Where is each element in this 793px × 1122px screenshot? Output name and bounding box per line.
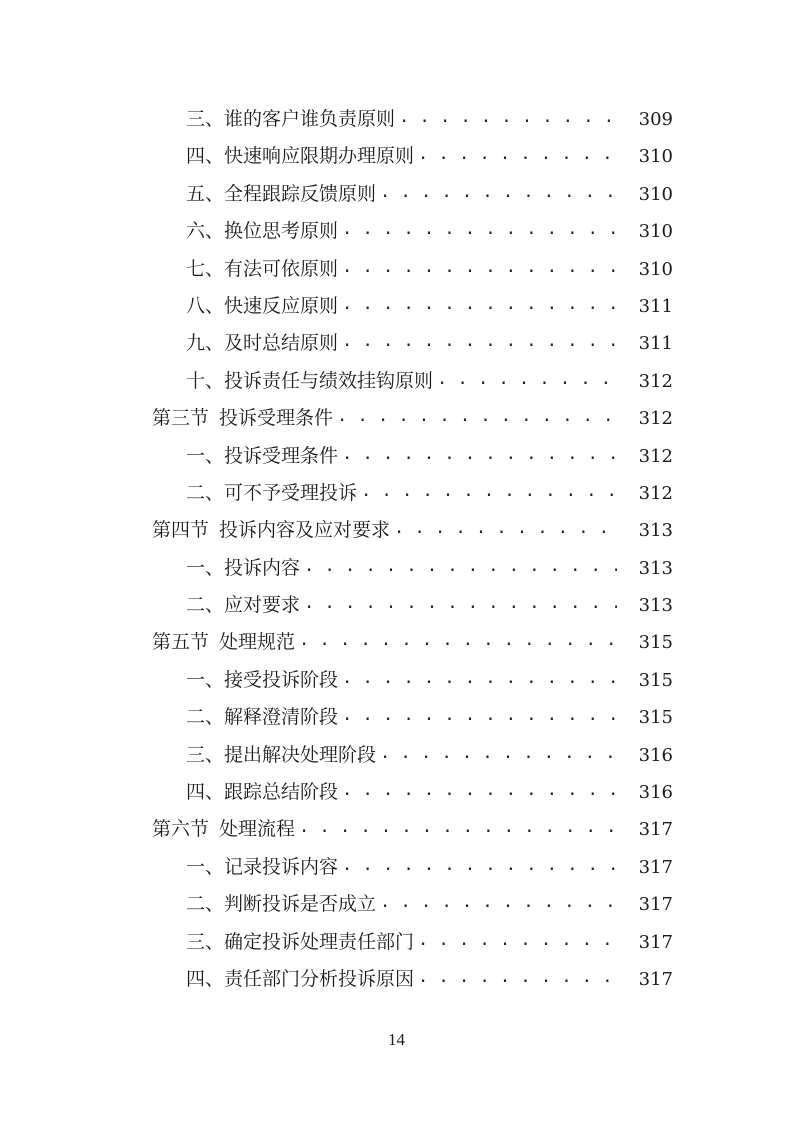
- toc-entry-number: 第六节: [152, 818, 210, 841]
- toc-entry-number: 五、: [186, 182, 225, 205]
- toc-entry-title: [186, 438, 342, 475]
- toc-entry-number: 一、: [186, 668, 225, 691]
- toc-entry-number: 一、: [186, 444, 225, 467]
- dot-leader: [337, 398, 617, 435]
- toc-page-number: 310: [617, 176, 673, 213]
- toc-page-number: 313: [617, 587, 673, 624]
- toc-item-row[interactable]: [0, 438, 793, 475]
- toc-page-number: 311: [617, 288, 673, 325]
- toc-entry-text: 投诉受理条件: [224, 444, 339, 467]
- dot-leader: [342, 660, 617, 697]
- toc-entry-title: [186, 325, 342, 362]
- toc-entry-text: 投诉内容及应对要求: [219, 519, 391, 542]
- toc-entry-title: [186, 213, 342, 250]
- toc-page-number: 316: [617, 774, 673, 811]
- toc-entry-number: 四、: [186, 781, 225, 804]
- dot-leader: [342, 772, 617, 809]
- toc-entry-text: 投诉责任与绩效挂钩原则: [224, 369, 434, 392]
- toc-page-number: 310: [617, 138, 673, 175]
- toc-entry-number: 九、: [186, 332, 225, 355]
- toc-item-row[interactable]: [0, 924, 793, 961]
- toc-entry-number: 第四节: [152, 519, 210, 542]
- toc-entry-number: 三、: [186, 108, 225, 130]
- toc-page-number: 312: [617, 400, 673, 437]
- toc-entry-title: [152, 624, 299, 661]
- toc-entry-title: [186, 288, 342, 325]
- toc-page-number: 317: [617, 924, 673, 961]
- toc-item-row[interactable]: [0, 961, 793, 998]
- toc-section-row[interactable]: [0, 811, 793, 848]
- toc-entry-title: [186, 961, 418, 998]
- dot-leader: [437, 361, 617, 398]
- toc-entry-title: [186, 587, 304, 624]
- toc-entry-title: [152, 811, 299, 848]
- toc-section-row[interactable]: [0, 624, 793, 661]
- toc-entry-title: [186, 475, 361, 512]
- toc-page-number: 312: [617, 475, 673, 512]
- dot-leader: [394, 510, 617, 547]
- table-of-contents: [0, 101, 793, 998]
- dot-leader: [399, 99, 617, 136]
- toc-item-row[interactable]: [0, 774, 793, 811]
- toc-entry-number: 四、: [186, 967, 225, 990]
- toc-item-row[interactable]: [0, 699, 793, 736]
- toc-entry-title: [186, 363, 437, 400]
- dot-leader: [342, 323, 617, 360]
- toc-page-number: 311: [617, 325, 673, 362]
- toc-entry-number: 一、: [186, 556, 225, 579]
- toc-entry-number: 八、: [186, 294, 225, 317]
- toc-entry-text: 全程跟踪反馈原则: [224, 182, 377, 205]
- toc-page-number: 317: [617, 811, 673, 848]
- toc-item-row[interactable]: [0, 886, 793, 923]
- toc-entry-text: 跟踪总结阶段: [224, 781, 339, 804]
- toc-item-row[interactable]: [0, 363, 793, 400]
- dot-leader: [418, 959, 617, 996]
- toc-entry-text: 及时总结原则: [224, 332, 339, 355]
- toc-entry-number: 三、: [186, 743, 225, 766]
- dot-leader: [380, 174, 617, 211]
- dot-leader: [304, 585, 617, 622]
- toc-entry-text: 处理规范: [219, 631, 296, 654]
- toc-entry-text: 确定投诉处理责任部门: [224, 930, 415, 953]
- toc-entry-number: 七、: [186, 257, 225, 280]
- toc-page-number: 315: [617, 624, 673, 661]
- toc-item-row[interactable]: [0, 325, 793, 362]
- toc-page-number: 310: [617, 251, 673, 288]
- toc-entry-text: 判断投诉是否成立: [224, 893, 377, 916]
- toc-entry-number: 二、: [186, 893, 225, 916]
- toc-entry-title: [152, 400, 337, 437]
- toc-page-number: 317: [617, 886, 673, 923]
- toc-page-number: 315: [617, 662, 673, 699]
- toc-entry-text: 换位思考原则: [224, 220, 339, 243]
- toc-item-row[interactable]: [0, 737, 793, 774]
- toc-entry-number: 第五节: [152, 631, 210, 654]
- toc-entry-title: [186, 176, 380, 213]
- toc-page-number: 315: [617, 699, 673, 736]
- toc-entry-text: 快速反应原则: [224, 294, 339, 317]
- toc-entry-text: 投诉受理条件: [219, 407, 334, 430]
- toc-item-row[interactable]: [0, 176, 793, 213]
- dot-leader: [380, 735, 617, 772]
- toc-entry-text: 处理流程: [219, 818, 296, 841]
- dot-leader: [342, 211, 617, 248]
- toc-page-number: 313: [617, 550, 673, 587]
- toc-page-number: 317: [617, 849, 673, 886]
- toc-entry-number: 二、: [186, 594, 225, 617]
- toc-item-row[interactable]: [0, 587, 793, 624]
- dot-leader: [342, 436, 617, 473]
- toc-entry-text: 可不予受理投诉: [224, 481, 358, 504]
- toc-entry-title: [186, 138, 418, 175]
- toc-entry-text: 投诉内容: [224, 556, 301, 579]
- dot-leader: [342, 249, 617, 286]
- dot-leader: [342, 847, 617, 884]
- dot-leader: [361, 473, 617, 510]
- toc-entry-number: 四、: [186, 145, 225, 168]
- toc-page-number: 312: [617, 438, 673, 475]
- toc-entry-title: [186, 101, 399, 138]
- toc-entry-text: 有法可依原则: [224, 257, 339, 280]
- dot-leader: [418, 922, 617, 959]
- toc-page-number: 309: [617, 101, 673, 138]
- dot-leader: [299, 622, 617, 659]
- toc-entry-text: 责任部门分析投诉原因: [224, 967, 415, 990]
- dot-leader: [380, 884, 617, 921]
- dot-leader: [418, 136, 617, 173]
- toc-entry-title: [186, 737, 380, 774]
- dot-leader: [299, 809, 617, 846]
- toc-entry-text: 记录投诉内容: [224, 855, 339, 878]
- toc-entry-title: [186, 886, 380, 923]
- toc-entry-number: 六、: [186, 220, 225, 243]
- toc-entry-title: [186, 849, 342, 886]
- dot-leader: [342, 697, 617, 734]
- toc-item-row[interactable]: [0, 101, 793, 138]
- toc-page-number: 312: [617, 363, 673, 400]
- toc-entry-text: 谁的客户谁负责原则: [224, 108, 396, 130]
- page-number-footer: 14: [388, 1030, 405, 1049]
- toc-entry-text: 快速响应限期办理原则: [224, 145, 415, 168]
- toc-entry-text: 解释澄清阶段: [224, 706, 339, 729]
- toc-entry-number: 三、: [186, 930, 225, 953]
- toc-page-number: 310: [617, 213, 673, 250]
- toc-entry-number: 二、: [186, 481, 225, 504]
- toc-item-row[interactable]: [0, 213, 793, 250]
- toc-item-row[interactable]: [0, 662, 793, 699]
- toc-entry-title: [186, 699, 342, 736]
- toc-entry-title: [186, 251, 342, 288]
- dot-leader: [304, 548, 617, 585]
- toc-entry-text: 接受投诉阶段: [224, 668, 339, 691]
- toc-entry-title: [186, 662, 342, 699]
- toc-entry-number: 十、: [186, 369, 225, 392]
- toc-item-row[interactable]: [0, 288, 793, 325]
- toc-entry-text: 提出解决处理阶段: [224, 743, 377, 766]
- toc-item-row[interactable]: [0, 849, 793, 886]
- toc-section-row[interactable]: [0, 400, 793, 437]
- toc-entry-title: [186, 774, 342, 811]
- toc-entry-number: 二、: [186, 706, 225, 729]
- toc-item-row[interactable]: [0, 138, 793, 175]
- toc-entry-number: 第三节: [152, 407, 210, 430]
- toc-section-row[interactable]: [0, 512, 793, 549]
- dot-leader: [342, 286, 617, 323]
- toc-entry-number: 一、: [186, 855, 225, 878]
- toc-item-row[interactable]: [0, 550, 793, 587]
- toc-page-number: 313: [617, 512, 673, 549]
- toc-page-number: 317: [617, 961, 673, 998]
- toc-entry-title: [186, 550, 304, 587]
- toc-page-number: 316: [617, 737, 673, 774]
- toc-item-row[interactable]: [0, 475, 793, 512]
- toc-entry-title: [152, 512, 394, 549]
- toc-item-row[interactable]: [0, 251, 793, 288]
- toc-entry-title: [186, 924, 418, 961]
- toc-entry-text: 应对要求: [224, 594, 301, 617]
